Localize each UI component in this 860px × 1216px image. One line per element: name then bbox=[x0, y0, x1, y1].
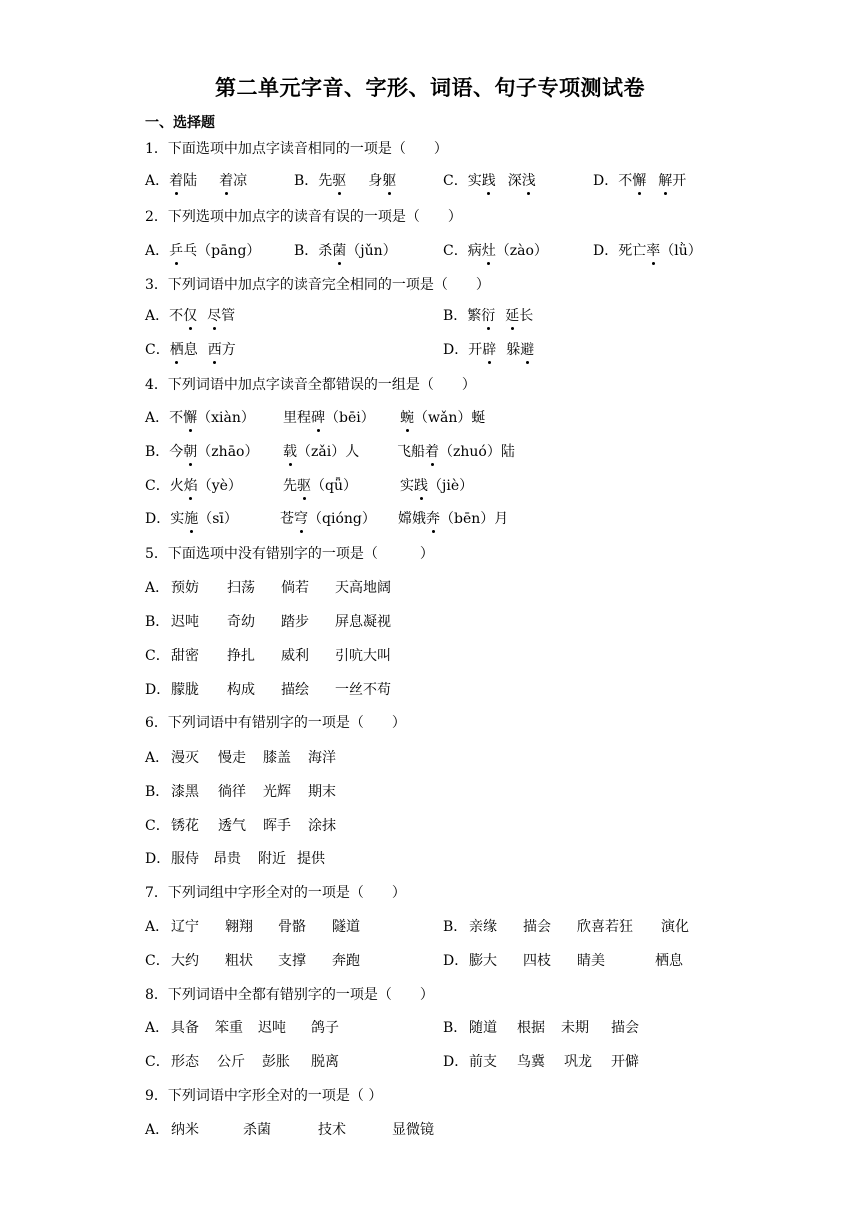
question-4-stem: 4．下列词语中加点字读音全都错误的一组是（ ） bbox=[145, 377, 476, 393]
section-heading: 一、选择题 bbox=[145, 115, 215, 131]
question-5-stem: 5．下面选项中没有错别字的一项是（ ） bbox=[145, 546, 434, 562]
option-b: B．先驱 身躯 bbox=[294, 173, 397, 189]
option-a: A．着陆 着凉 bbox=[145, 173, 248, 189]
option-d: D．死亡率（lǜ） bbox=[593, 243, 702, 259]
page-title: 第二单元字音、字形、词语、句子专项测试卷 bbox=[215, 76, 645, 100]
option-c: C．实践 深浅 bbox=[443, 173, 536, 189]
option-c: C．病灶（zào） bbox=[443, 243, 548, 259]
option-c: C．栖息 西方 bbox=[145, 342, 236, 358]
option-b: B．杀菌（jǔn） bbox=[294, 243, 397, 259]
option-d: D．不懈 解开 bbox=[593, 173, 687, 189]
question-6-stem: 6．下列词语中有错别字的一项是（ ） bbox=[145, 715, 406, 731]
question-9-stem: 9．下列词语中字形全对的一项是（ ） bbox=[145, 1088, 383, 1104]
question-2-stem: 2．下列选项中加点字的读音有误的一项是（ ） bbox=[145, 209, 462, 225]
question-8-stem: 8．下列词语中全都有错别字的一项是（ ） bbox=[145, 987, 434, 1003]
option-a: A．乒乓（pāng） bbox=[145, 243, 261, 259]
question-7-stem: 7．下列词组中字形全对的一项是（ ） bbox=[145, 885, 406, 901]
question-3-stem: 3．下列词语中加点字的读音完全相同的一项是（ ） bbox=[145, 277, 490, 293]
document-page: 第二单元字音、字形、词语、句子专项测试卷 一、选择题 1．下面选项中加点字读音相同的一项是（ ） A．着陆 着凉 B．先驱 身躯 C．实践 深浅 D．不懈 解开 2．下列选项中加点字的读音有误的一项是（ ） A．乒乓（pāng） B．杀菌（jǔn） C．病灶（zào） D．死亡率（lǜ） 3．下列词语中加点字的读音完全相同的一项是（ ） A．不仅 尽管 B．繁衍 延长 C．栖息 西方 D．开辟 躲避 4．下列词语中加点字读音全都错误的一组是（ ） A．不懈（xiàn） 里程碑（bēi） 蜿（wǎn）蜒 B．今朝（zhāo） 载（zǎi）人 飞船着（zhuó）陆 C．火焰（yè） 先驱（qǖ） 实践（jiè） D．实施（sī） 苍穹（qióng） 嫦娥奔（bēn）月 5．下面选项中没有错别字的一项是（ ） A． 预妨 扫荡 倘若 天高地阔 B． 迟吨 奇幼 踏步 屏息凝视 C． 甜密 挣扎 威利 引吭大叫 D． 朦胧 构成 描绘 一丝不苟 6．下列词语中有错别字的一项是（ ） A． 漫灭 慢走 膝盖 海洋 B． 漆黑 徜徉 光辉 期末 C． 锈花 透气 晖手 涂抹 D． 服侍 昂贵 附近 提供 7．下列词组中字形全对的一项是（ ） A． 辽宁 翱翔 骨骼 隧道 B． 亲缘 描会 欣喜若狂 演化 C． 大约 粗状 支撑 奔跑 D． 膨大 四枝 睛美 栖息 8．下列词语中全都有错别字的一项是（ ） A． 具备 笨重 迟吨 鸽子 B． 随道 根据 未期 描会 C． 形态 公斤 彭胀 脱离 D． 前支 鸟冀 巩龙 开僻 9．下列词语中字形全对的一项是（ ） A． 纳米 杀菌 技术 显微镜 bbox=[0, 0, 860, 1216]
question-1-stem: 1．下面选项中加点字读音相同的一项是（ ） bbox=[145, 141, 448, 157]
option-a: A．不仅 尽管 bbox=[145, 308, 236, 324]
option-b: B．繁衍 延长 bbox=[443, 308, 534, 324]
option-d: D．开辟 躲避 bbox=[443, 342, 535, 358]
